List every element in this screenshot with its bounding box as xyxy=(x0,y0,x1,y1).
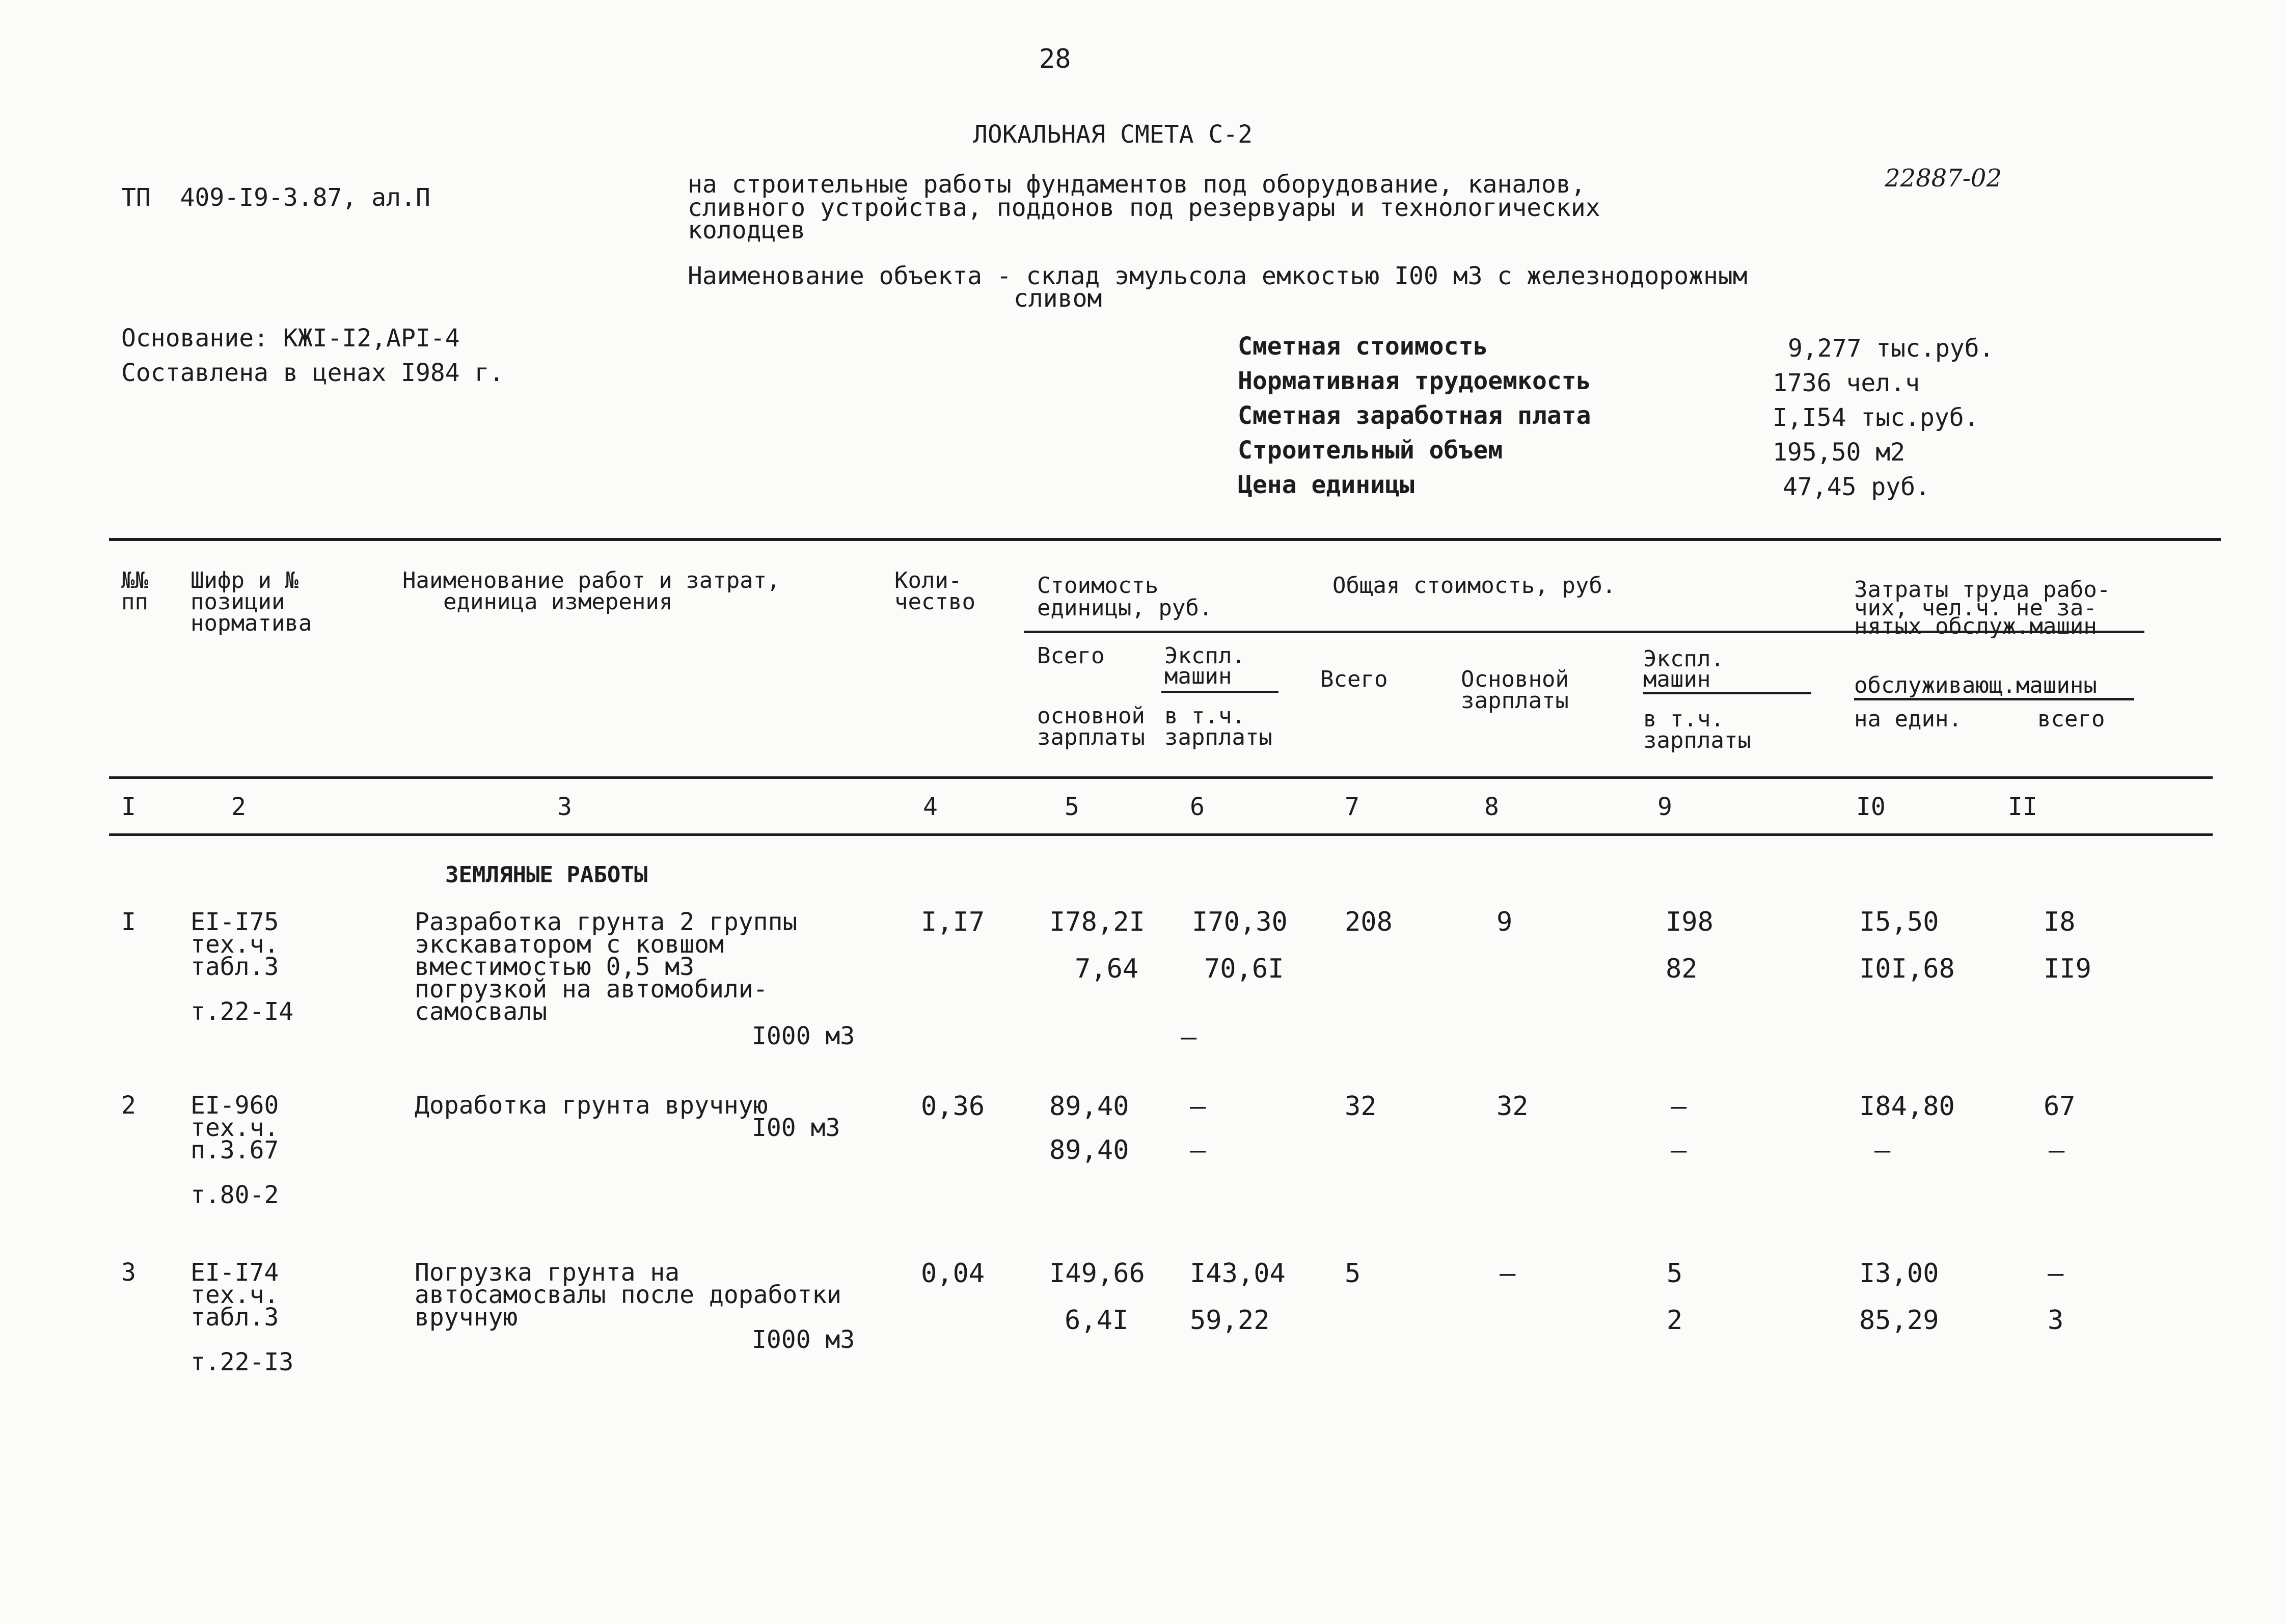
row-labor-total: I8 xyxy=(2044,907,2076,937)
header-qty-2: чество xyxy=(894,589,975,615)
header-col8-wages-2: зарплаты xyxy=(1461,688,1569,714)
row-quantity: 0,36 xyxy=(921,1091,985,1122)
row-unit-machine-wages: 59,22 xyxy=(1190,1305,1270,1336)
price-basis: Составлена в ценах I984 г. xyxy=(121,359,504,387)
project-code: ТП 409-I9-3.87, ал.П xyxy=(121,183,430,212)
row-labor-unit: I5,50 xyxy=(1859,907,1939,937)
header-code-3: норматива xyxy=(190,610,312,636)
row-unit-wages: 7,64 xyxy=(1075,954,1139,984)
row-unit-machine-wages: 70,6I xyxy=(1204,954,1284,984)
header-code-1: Шифр и № xyxy=(190,567,298,593)
header-sub-rule xyxy=(1161,691,1278,693)
row-code: тех.ч. xyxy=(190,1281,279,1309)
col-number: II xyxy=(2008,793,2037,821)
row-unit-cost: I49,66 xyxy=(1049,1258,1145,1289)
row-labor-unit: 85,29 xyxy=(1859,1305,1939,1336)
summary-value: 9,277 тыс.руб. xyxy=(1788,334,1994,363)
row-unit-machines: – xyxy=(1190,1091,1206,1122)
row-labor-total: – xyxy=(2048,1258,2064,1289)
header-labor-sub: обслуживающ.машины xyxy=(1854,674,2134,700)
col-number: 8 xyxy=(1484,793,1499,821)
document-title: ЛОКАЛЬНАЯ СМЕТА С-2 xyxy=(973,120,1253,149)
page-number: 28 xyxy=(1039,44,1071,74)
row-total-wages: 9 xyxy=(1496,907,1513,937)
header-col8-wages-1: Основной xyxy=(1461,666,1569,692)
row-total-wages: – xyxy=(1500,1258,1516,1289)
header-num-2: пп xyxy=(121,589,148,615)
row-unit-machines: I70,30 xyxy=(1192,907,1288,937)
header-num-1: №№ xyxy=(121,567,148,593)
header-col9-wages-1: в т.ч. xyxy=(1643,706,1724,732)
basis: Основание: КЖI-I2,АРI-4 xyxy=(121,324,460,353)
header-total-cost: Общая стоимость, руб. xyxy=(1332,573,1616,599)
table-top-rule xyxy=(109,538,2221,541)
row-dash: – xyxy=(1181,1022,1197,1052)
row-total: 32 xyxy=(1345,1091,1377,1122)
header-col9-machines-1: Экспл. xyxy=(1643,646,1724,672)
row-work-name: погрузкой на автомобили- xyxy=(415,975,768,1004)
row-work-name: самосвалы xyxy=(415,997,548,1026)
summary-label: Сметная заработная плата xyxy=(1238,401,1591,430)
row-unit-machine-wages: – xyxy=(1190,1135,1206,1166)
row-number: 3 xyxy=(121,1258,136,1287)
header-col10: на един. xyxy=(1854,706,1962,732)
row-code: EI-960 xyxy=(190,1091,279,1120)
summary-value: 1736 чел.ч xyxy=(1773,369,1920,397)
row-total-machine-wages: 82 xyxy=(1666,954,1698,984)
row-total-machines: I98 xyxy=(1666,907,1713,937)
row-total-machine-wages: – xyxy=(1671,1135,1687,1166)
header-col11: всего xyxy=(2037,706,2105,732)
row-unit-wages: 6,4I xyxy=(1065,1305,1129,1336)
section-title: ЗЕМЛЯНЫЕ РАБОТЫ xyxy=(445,862,648,888)
summary-label: Нормативная трудоемкость xyxy=(1238,367,1591,395)
row-unit-cost: I78,2I xyxy=(1049,907,1145,937)
col-number: 6 xyxy=(1190,793,1205,821)
header-col5-wages-2: зарплаты xyxy=(1037,724,1145,750)
row-quantity: I,I7 xyxy=(921,907,985,937)
row-code: табл.3 xyxy=(190,1303,279,1332)
object-name-line-1: Наименование объекта - склад эмульсола емкостью I00 м3 с железнодорожным xyxy=(688,262,1748,290)
header-labor-2: чих, чел.ч. не за- xyxy=(1854,595,2097,621)
summary-value: 195,50 м2 xyxy=(1773,438,1906,467)
header-col7-all: Всего xyxy=(1320,666,1388,692)
row-labor-total: – xyxy=(2049,1135,2065,1166)
row-labor-unit: I84,80 xyxy=(1859,1091,1955,1122)
row-work-name: экскаватором с ковшом xyxy=(415,930,724,959)
row-labor-total: 67 xyxy=(2044,1091,2076,1122)
row-labor-unit: I0I,68 xyxy=(1859,954,1955,984)
row-unit: I00 м3 xyxy=(752,1114,840,1142)
summary-value: 47,45 руб. xyxy=(1783,473,1930,501)
header-bottom-rule xyxy=(109,776,2213,779)
row-code-ref: т.80-2 xyxy=(190,1181,279,1209)
row-unit-cost: 89,40 xyxy=(1049,1091,1129,1122)
row-labor-total: II9 xyxy=(2044,954,2091,984)
column-number-rule xyxy=(109,833,2213,836)
row-work-name: Доработка грунта вручную xyxy=(415,1091,768,1120)
col-number: 4 xyxy=(923,793,938,821)
header-unit-cost-2: единицы, руб. xyxy=(1037,595,1213,621)
row-code: п.3.67 xyxy=(190,1136,279,1165)
row-code: EI-I74 xyxy=(190,1258,279,1287)
row-unit-machines: I43,04 xyxy=(1190,1258,1286,1289)
row-labor-total: 3 xyxy=(2048,1305,2064,1336)
summary-label: Строительный объем xyxy=(1238,436,1503,465)
header-labor-1: Затраты труда рабо- xyxy=(1854,577,2111,603)
col-number: 2 xyxy=(231,793,246,821)
header-col9-machines-2: машин xyxy=(1643,668,1811,694)
row-work-name: вручную xyxy=(415,1303,518,1332)
col-number: 7 xyxy=(1345,793,1359,821)
header-unit-cost-1: Стоимость xyxy=(1037,573,1159,599)
subject-line-1: на строительные работы фундаментов под оборудование, каналов, xyxy=(688,170,1586,199)
row-labor-unit: I3,00 xyxy=(1859,1258,1939,1289)
col-number: 9 xyxy=(1657,793,1672,821)
header-name-2: единица измерения xyxy=(443,589,673,615)
subject-line-3: колодцев xyxy=(688,216,806,245)
header-col5-all: Всего xyxy=(1037,643,1105,669)
row-total-wages: 32 xyxy=(1496,1091,1529,1122)
row-code-ref: т.22-I4 xyxy=(190,997,294,1026)
row-total: 5 xyxy=(1345,1258,1361,1289)
header-col6-wages-1: в т.ч. xyxy=(1164,703,1245,729)
col-number: I0 xyxy=(1856,793,1886,821)
row-total-machines: – xyxy=(1671,1091,1687,1122)
row-code-ref: т.22-I3 xyxy=(190,1348,294,1376)
col-number: 5 xyxy=(1065,793,1079,821)
row-total: 208 xyxy=(1345,907,1393,937)
document-number: 22887-02 xyxy=(1885,164,2002,193)
subject-line-2: сливного устройства, поддонов под резервуары и технологических xyxy=(688,194,1600,222)
row-total-machine-wages: 2 xyxy=(1667,1305,1683,1336)
row-work-name: Разработка грунта 2 группы xyxy=(415,908,798,936)
row-code: EI-I75 xyxy=(190,908,279,936)
summary-value: I,I54 тыс.руб. xyxy=(1773,403,1979,432)
summary-label: Цена единицы xyxy=(1238,471,1414,499)
col-number: 3 xyxy=(557,793,572,821)
header-col6-machines-2: машин xyxy=(1164,663,1232,689)
row-code: табл.3 xyxy=(190,953,279,981)
header-name-1: Наименование работ и затрат, xyxy=(402,567,780,593)
header-col6-machines-1: Экспл. xyxy=(1164,643,1245,669)
row-unit: I000 м3 xyxy=(752,1325,855,1354)
row-code: тех.ч. xyxy=(190,930,279,959)
header-qty-1: Коли- xyxy=(894,567,962,593)
row-code: тех.ч. xyxy=(190,1114,279,1142)
col-number: I xyxy=(121,793,136,821)
row-work-name: вместимостью 0,5 м3 xyxy=(415,953,695,981)
header-labor-3: нятых обслуж.машин xyxy=(1854,613,2097,639)
row-total-machines: 5 xyxy=(1667,1258,1683,1289)
row-work-name: Погрузка грунта на xyxy=(415,1258,680,1287)
summary-label: Сметная стоимость xyxy=(1238,332,1488,361)
row-number: 2 xyxy=(121,1091,136,1120)
row-quantity: 0,04 xyxy=(921,1258,985,1289)
row-work-name: автосамосвалы после доработки xyxy=(415,1281,842,1309)
header-col9-wages-2: зарплаты xyxy=(1643,727,1751,753)
header-code-2: позиции xyxy=(190,589,285,615)
object-name-line-2: сливом xyxy=(1014,284,1102,313)
row-labor-unit: – xyxy=(1874,1135,1891,1166)
row-unit-wages: 89,40 xyxy=(1049,1135,1129,1166)
header-col6-wages-2: зарплаты xyxy=(1164,724,1272,750)
row-number: I xyxy=(121,908,136,936)
row-unit: I000 м3 xyxy=(752,1022,855,1050)
header-col5-wages-1: основной xyxy=(1037,703,1145,729)
